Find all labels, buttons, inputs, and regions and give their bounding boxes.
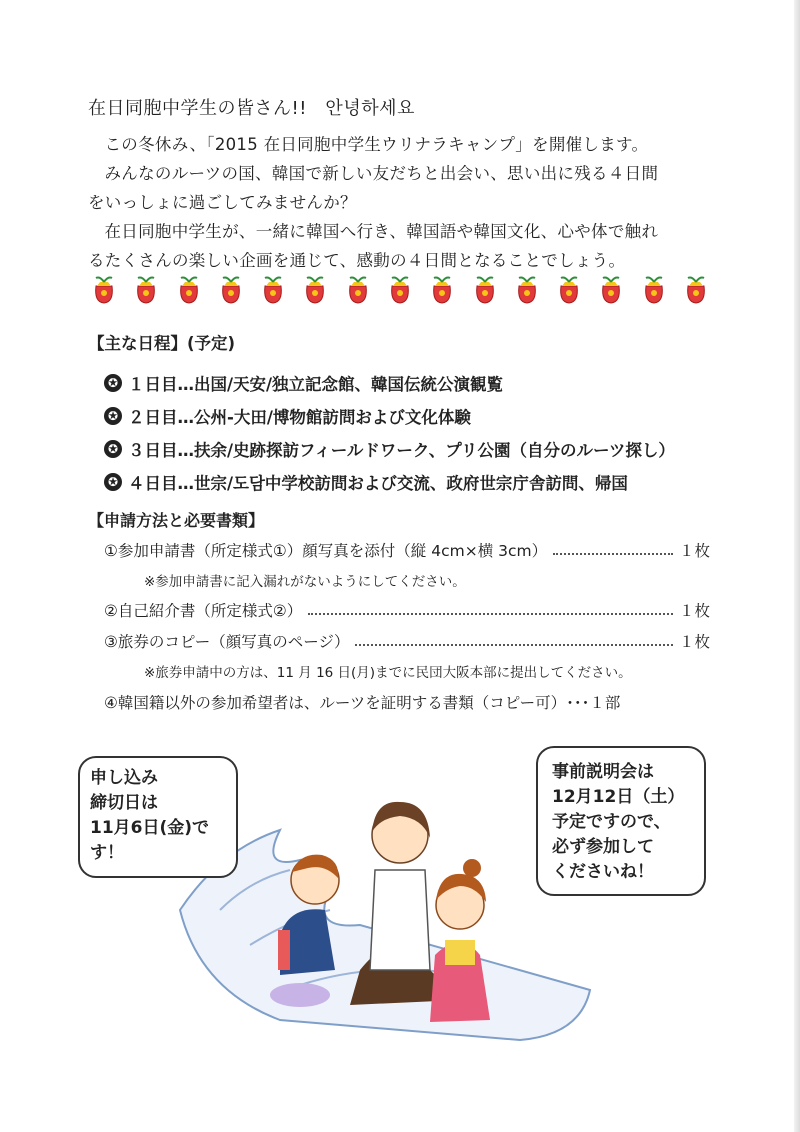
intro-line: るたくさんの楽しい企画を通じて、感動の４日間となることでしょう。 [88,251,626,270]
application-item-4: ④韓国籍以外の参加希望者は、ルーツを証明する書類（コピー可）･･･１部 [104,694,621,712]
intro-line: 在日同胞中学生が、一緒に韓国へ行き、韓国語や韓国文化、心や体で触れ [104,222,659,241]
pouch-ornament-icon [301,274,329,306]
schedule-day-2: ✪ ２日目…公州-大田/博物館訪問および文化体験 [104,399,675,432]
schedule-day-3: ✪ ３日目…扶余/史跡探訪フィールドワーク、プリ公園（自分のルーツ探し） [104,432,675,465]
application-note-1: ※参加申請書に記入漏れがないようにしてください。 [144,573,466,590]
pouch-ornament-icon [640,274,668,306]
application-item-1: ①参加申請書（所定様式①）顔写真を添付（縦 4cm×横 3cm） １枚 [104,541,710,560]
application-list [104,534,710,719]
pouch-ornament-icon [471,274,499,306]
schedule-title: 【主な日程】(予定) [88,334,236,353]
pouch-ornament-icon [428,274,456,306]
application-item-3: ③旅券のコピー（顔写真のページ） １枚 [104,632,710,651]
intro-line: をいっしょに過ごしてみませんか？ [88,193,357,212]
briefing-speech-bubble: 事前説明会は 12月12日（土） 予定ですので、 必ず参加して くださいね！ [536,746,706,896]
star-bullet-icon: ✪ [104,407,122,425]
application-note-3: ※旅券申請中の方は、11 月 16 日(月)までに民団大阪本部に提出してください。 [144,664,632,681]
deadline-speech-bubble: 申し込み 締切日は 11月6日(金)で す！ [78,756,238,878]
schedule-day-4: ✪ ４日目…世宗/도담中学校訪問および交流、政府世宗庁舎訪問、帰国 [104,465,675,498]
schedule-day-1: ✪ １日目…出国/天安/独立記念館、韓国伝統公演観覧 [104,366,675,399]
pouch-ornament-icon [132,274,160,306]
pouch-ornament-icon [597,274,625,306]
pouch-ornament-row [90,274,710,314]
pouch-ornament-icon [175,274,203,306]
intro-text [88,130,728,275]
pouch-ornament-icon [90,274,118,306]
star-bullet-icon: ✪ [104,374,122,392]
pouch-ornament-icon [259,274,287,306]
pouch-ornament-icon [513,274,541,306]
pouch-ornament-icon [682,274,710,306]
intro-line: みんなのルーツの国、韓国で新しい友だちと出会い、思い出に残る４日間 [104,164,659,183]
schedule-list [104,366,675,498]
pouch-ornament-icon [217,274,245,306]
pouch-ornament-icon [386,274,414,306]
greeting-heading: 在日同胞中学生の皆さん!! 안녕하세요 [88,98,415,119]
application-title: 【申請方法と必要書類】 [88,511,265,530]
page-edge [794,0,800,1132]
star-bullet-icon: ✪ [104,473,122,491]
intro-line: この冬休み、「2015 在日同胞中学生ウリナラキャンプ」を開催します。 [104,135,649,154]
pouch-ornament-icon [344,274,372,306]
star-bullet-icon: ✪ [104,440,122,458]
pouch-ornament-icon [555,274,583,306]
application-item-2: ②自己紹介書（所定様式②） １枚 [104,601,710,620]
